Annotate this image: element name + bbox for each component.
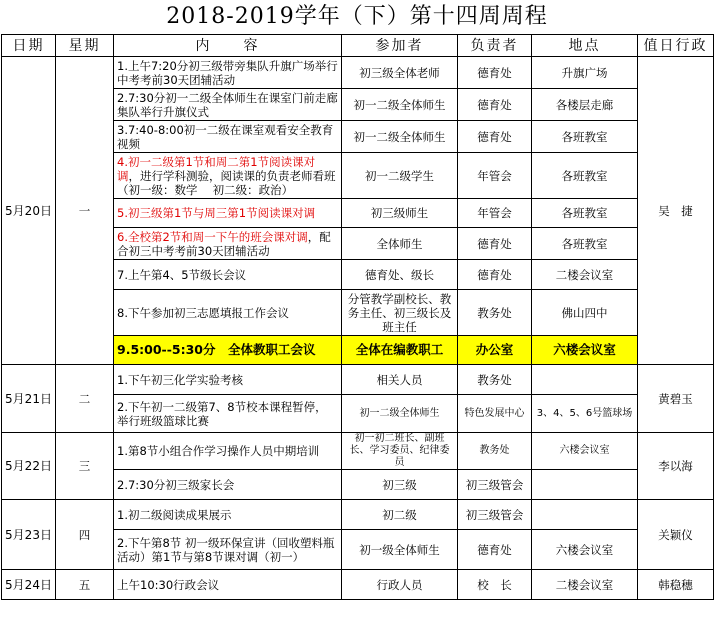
responsible-cell: 德育处	[458, 530, 532, 570]
content-cell	[114, 336, 342, 365]
responsible-cell: 德育处	[458, 57, 532, 89]
participants-cell: 相关人员	[342, 365, 458, 395]
item-text: 8.下午参加初三志愿填报工作会议	[117, 305, 289, 320]
responsible-cell: 年管会	[458, 153, 532, 199]
responsible-cell: 德育处	[458, 260, 532, 290]
location-cell: 六楼会议室	[532, 433, 638, 470]
header-content: 内 容	[114, 35, 342, 57]
location-cell: 二楼会议室	[532, 260, 638, 290]
changed-item-text: 5.初三级第1节与周三第1节阅读课对调	[117, 206, 316, 220]
responsible-cell: 德育处	[458, 89, 532, 121]
table-row	[2, 500, 714, 530]
changed-item-text: 4.初一二级第1节和周二第1节阅读课对调	[117, 154, 316, 183]
item-text: 2.7:30分初三级家长会	[117, 477, 235, 492]
header-duty: 值日行政	[638, 35, 714, 57]
header-weekday: 星期	[56, 35, 114, 57]
page-title: 2018-2019学年（下）第十四周周程	[166, 4, 548, 29]
table-row	[2, 570, 714, 600]
date-cell: 5月21日	[2, 365, 56, 433]
participants-cell: 初二级	[342, 500, 458, 530]
duty-cell: 韩稳穗	[638, 570, 714, 600]
content-cell	[114, 470, 342, 500]
responsible-cell: 教务处	[458, 365, 532, 395]
item-text: 2.下午初一二级第7、8节校本课程暂停，举行班级篮球比赛	[117, 399, 327, 428]
participants-cell: 初一二级全体师生	[342, 121, 458, 153]
item-text: 2.下午第8节 初一级环保宣讲（回收塑料瓶活动）第1节与第8节课对调（初一）	[117, 535, 335, 564]
duty-cell: 李以海	[638, 433, 714, 500]
location-cell: 六楼会议室	[532, 530, 638, 570]
content-cell	[114, 57, 342, 89]
responsible-cell: 初三级管会	[458, 500, 532, 530]
participants-cell: 全体在编教职工	[342, 336, 458, 365]
location-cell: 3、4、5、6号篮球场	[532, 395, 638, 433]
responsible-cell: 校 长	[458, 570, 532, 600]
duty-cell: 关颖仪	[638, 500, 714, 570]
content-cell	[114, 121, 342, 153]
content-cell	[114, 365, 342, 395]
participants-cell: 初三级	[342, 470, 458, 500]
table-row	[2, 433, 714, 470]
item-text: 3.7:40-8:00初一二级在课室观看安全教育视频	[117, 122, 334, 151]
location-cell: 各班教室	[532, 199, 638, 228]
location-cell	[532, 500, 638, 530]
weekday-cell: 三	[56, 433, 114, 500]
content-cell	[114, 500, 342, 530]
responsible-cell: 教务处	[458, 290, 532, 336]
content-cell	[114, 530, 342, 570]
location-cell: 各班教室	[532, 121, 638, 153]
responsible-cell: 德育处	[458, 121, 532, 153]
header-location: 地点	[532, 35, 638, 57]
date-cell: 5月20日	[2, 57, 56, 365]
content-cell	[114, 89, 342, 121]
content-cell	[114, 260, 342, 290]
location-cell: 升旗广场	[532, 57, 638, 89]
location-cell	[532, 365, 638, 395]
participants-cell: 初一二级学生	[342, 153, 458, 199]
location-cell: 各楼层走廊	[532, 89, 638, 121]
location-cell: 佛山四中	[532, 290, 638, 336]
responsible-cell: 德育处	[458, 228, 532, 260]
participants-cell: 初一初二班长、副班长、学习委员、纪律委员	[342, 433, 458, 470]
location-cell	[532, 470, 638, 500]
participants-cell: 全体师生	[342, 228, 458, 260]
duty-cell: 吴 捷	[638, 57, 714, 365]
changed-item-text: 6.全校第2节和周一下午的班会课对调	[117, 229, 308, 244]
participants-cell: 初一二级全体师生	[342, 395, 458, 433]
header-participants: 参加者	[342, 35, 458, 57]
date-cell: 5月22日	[2, 433, 56, 500]
responsible-cell: 年管会	[458, 199, 532, 228]
item-text: 1.初二级阅读成果展示	[117, 507, 232, 522]
date-cell: 5月23日	[2, 500, 56, 570]
item-text: 1.上午7:20分初三级带旁集队升旗广场举行中考考前30天团辅活动	[117, 58, 338, 87]
weekday-cell: 五	[56, 570, 114, 600]
participants-cell: 初三级师生	[342, 199, 458, 228]
location-cell: 各班教室	[532, 228, 638, 260]
participants-cell: 初一二级全体师生	[342, 89, 458, 121]
location-cell: 各班教室	[532, 153, 638, 199]
participants-cell: 初三级全体老师	[342, 57, 458, 89]
duty-cell: 黄碧玉	[638, 365, 714, 433]
location-cell: 二楼会议室	[532, 570, 638, 600]
item-text: ，进行学科测验，阅读课的负责老师看班（初一级：数学 初二级：政治）	[117, 168, 336, 197]
item-text: 上午10:30行政会议	[117, 577, 220, 592]
schedule-table	[1, 34, 714, 600]
participants-cell: 行政人员	[342, 570, 458, 600]
weekday-cell: 一	[56, 57, 114, 365]
content-cell	[114, 228, 342, 260]
item-text: ，配合初三中考考前30天团辅活动	[117, 229, 331, 258]
location-cell: 六楼会议室	[532, 336, 638, 365]
participants-cell: 分管教学副校长、教务主任、初三级长及班主任	[342, 290, 458, 336]
table-row	[2, 57, 714, 89]
date-cell: 5月24日	[2, 570, 56, 600]
participants-cell: 初一级全体师生	[342, 530, 458, 570]
participants-cell: 德育处、级长	[342, 260, 458, 290]
content-cell	[114, 199, 342, 228]
responsible-cell: 特色发展中心	[458, 395, 532, 433]
responsible-cell: 办公室	[458, 336, 532, 365]
header-date: 日期	[2, 35, 56, 57]
item-text: 7.上午第4、5节级长会议	[117, 267, 247, 282]
table-row	[2, 365, 714, 395]
content-cell	[114, 570, 342, 600]
weekday-cell: 四	[56, 500, 114, 570]
content-cell	[114, 290, 342, 336]
item-text: 9.5:00--5:30分 全体教职工会议	[117, 342, 316, 357]
weekday-cell: 二	[56, 365, 114, 433]
content-cell	[114, 153, 342, 199]
responsible-cell: 教务处	[458, 433, 532, 470]
content-cell	[114, 395, 342, 433]
header-row	[2, 35, 714, 57]
content-cell	[114, 433, 342, 470]
header-responsible: 负责者	[458, 35, 532, 57]
responsible-cell: 初三级管会	[458, 470, 532, 500]
item-text: 1.第8节小组合作学习操作人员中期培训	[117, 444, 320, 458]
item-text: 1.下午初三化学实验考核	[117, 372, 243, 387]
item-text: 2.7:30分初一二级全体师生在课室门前走廊集队举行升旗仪式	[117, 90, 338, 119]
